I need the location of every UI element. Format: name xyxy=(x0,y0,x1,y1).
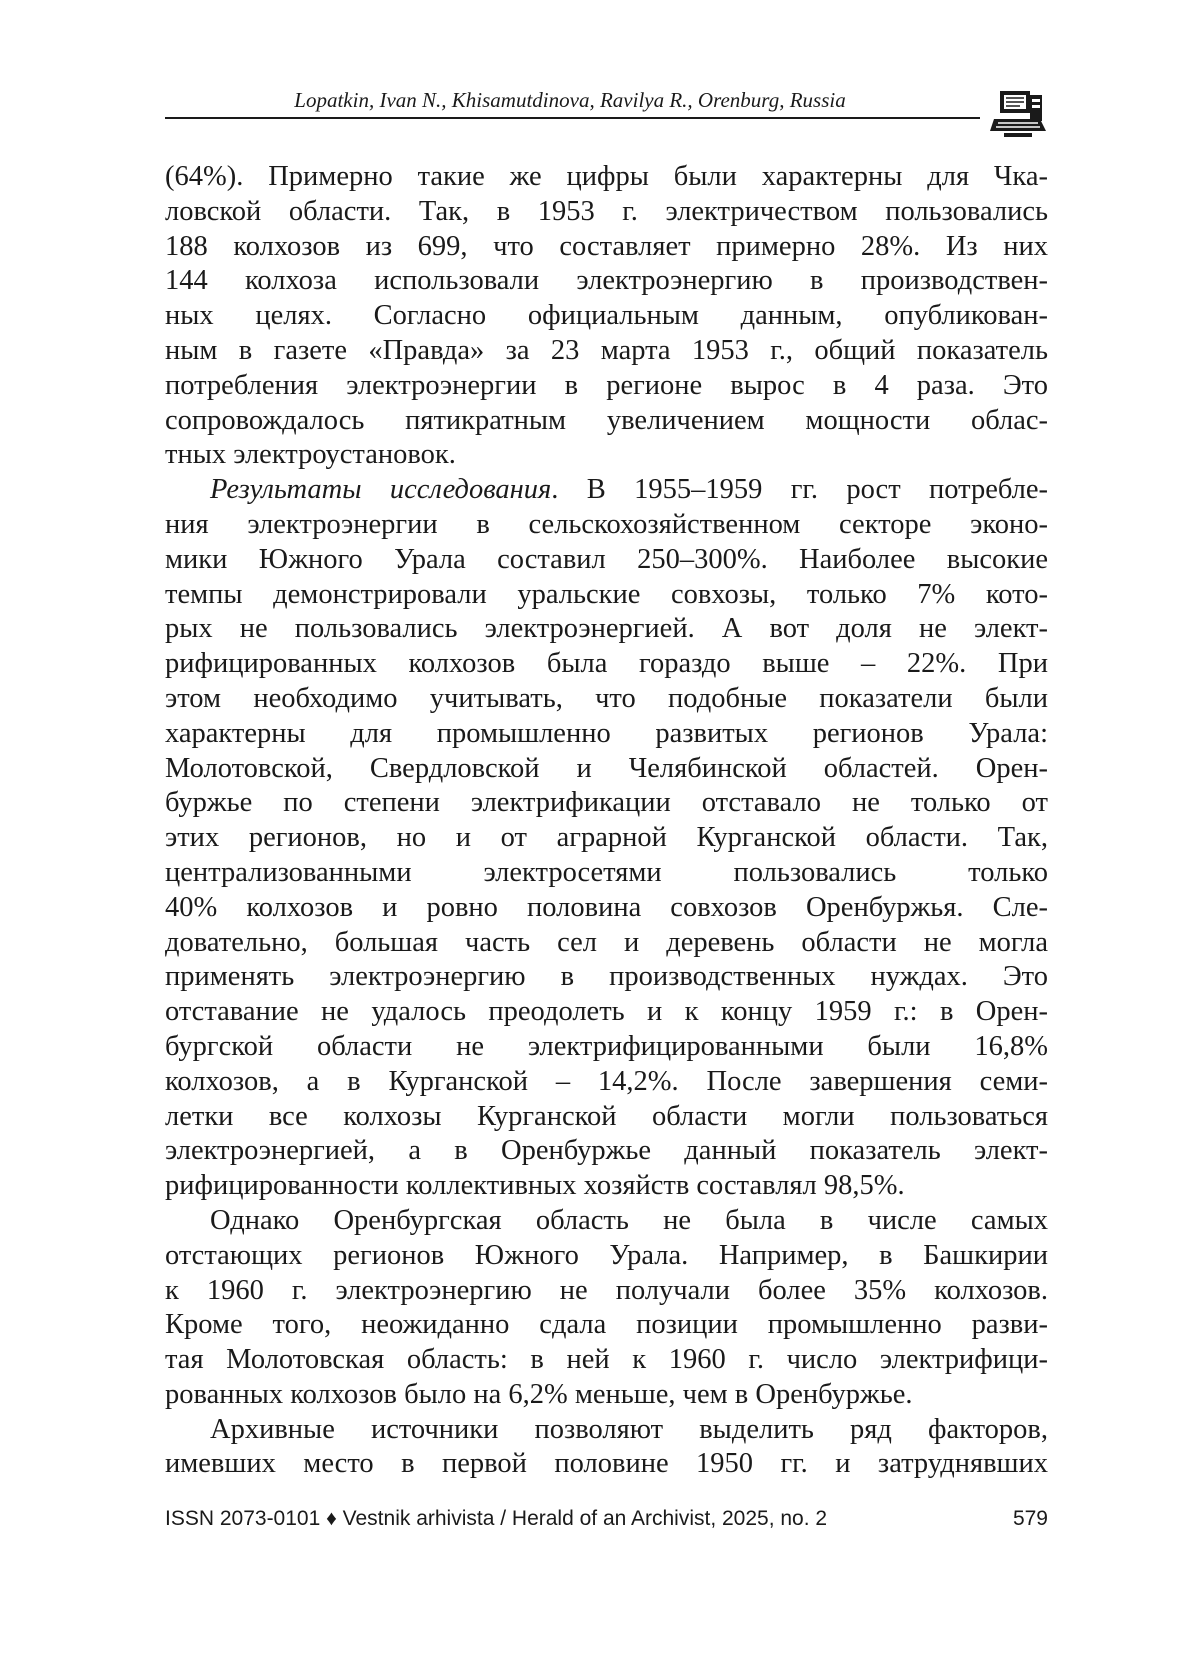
text-line: этих регионов, но и от аграрной Курганской области. Так, xyxy=(165,822,1048,854)
text-line: имевших место в первой половине 1950 гг. и затруднявших xyxy=(165,1448,1048,1480)
text-line: электроэнергией, а в Оренбуржье данный показатель элект- xyxy=(165,1135,1048,1167)
text-line: буржье по степени электрификации отставало не только от xyxy=(165,787,1048,819)
text-line: тных электроустановок. xyxy=(165,439,456,471)
text-line: Архивные источники позволяют выделить ряд факторов, xyxy=(210,1413,1048,1445)
running-title: Lopatkin, Ivan N., Khisamutdinova, Ravilya R., Orenburg, Russia xyxy=(294,88,846,112)
text-line: этом необходимо учитывать, что подобные показатели были xyxy=(165,682,1048,714)
page-footer xyxy=(165,1507,1048,1537)
text-line: тая Молотовская область: в ней к 1960 г. число электрифици- xyxy=(165,1344,1048,1376)
text-line: отставание не удалось преодолеть и к концу 1959 г.: в Орен- xyxy=(165,996,1048,1028)
text-line: ным в газете «Правда» за 23 марта 1953 г., общий показатель xyxy=(165,334,1048,366)
text-line: рых не пользовались электроэнергией. А вот доля не элект- xyxy=(165,613,1048,645)
text-line: характерны для промышленно развитых регионов Урала: xyxy=(165,717,1048,749)
text-line: колхозов, а в Курганской – 14,2%. После завершения семи- xyxy=(165,1065,1048,1097)
journal-info: ISSN 2073-0101 ♦ Vestnik arhivista / Herald of an Archivist, 2025, no. 2 xyxy=(165,1507,828,1530)
text-line: применять электроэнергию в производственных нуждах. Это xyxy=(165,961,1048,993)
text-line: довательно, большая часть сел и деревень области не могла xyxy=(165,926,1048,958)
section-heading-line xyxy=(165,473,1048,508)
text-line: мики Южного Урала составил 250–300%. Наиболее высокие xyxy=(165,543,1048,575)
text-line: 188 колхозов из 699, что составляет примерно 28%. Из них xyxy=(165,230,1048,262)
text-line: отстающих регионов Южного Урала. Например, в Башкирии xyxy=(165,1239,1048,1271)
page-number: 579 xyxy=(1012,1507,1048,1530)
text-line: бургской области не электрифицированными были 16,8% xyxy=(165,1030,1048,1062)
text-line: Кроме того, неожиданно сдала позиции промышленно разви- xyxy=(165,1309,1048,1341)
text-line: потребления электроэнергии в регионе вырос в 4 раза. Это xyxy=(165,369,1048,401)
text-line: летки все колхозы Курганской области могли пользоваться xyxy=(165,1100,1048,1132)
text-line: темпы демонстрировали уральские совхозы, только 7% кото- xyxy=(165,578,1048,610)
text-line: рифицированных колхозов была гораздо выше – 22%. При xyxy=(165,648,1048,680)
header-rule xyxy=(165,117,980,119)
text-line: ных целях. Согласно официальным данным, опубликован- xyxy=(165,300,1048,332)
section-heading: Результаты исследования xyxy=(210,474,552,506)
archive-computer-emblem-icon xyxy=(990,85,1048,143)
text-line: Однако Оренбургская область не была в числе самых xyxy=(210,1204,1048,1236)
text-line: (64%). Примерно такие же цифры были характерны для Чка- xyxy=(165,161,1048,192)
text-line: ния электроэнергии в сельскохозяйственном секторе эконо- xyxy=(165,508,1048,540)
text-line: сопровождалось пятикратным увеличением мощности облас- xyxy=(165,404,1048,436)
text-line: Молотовской, Свердловской и Челябинской областей. Орен- xyxy=(165,752,1048,784)
article-body xyxy=(165,160,1048,1482)
text-line: ловской области. Так, в 1953 г. электричеством пользовались xyxy=(165,195,1048,227)
text-line: централизованными электросетями пользовались только xyxy=(165,856,1048,888)
text-line: рованных колхозов было на 6,2% меньше, чем в Оренбуржье. xyxy=(165,1378,913,1410)
text-line: рифицированности коллективных хозяйств составлял 98,5%. xyxy=(165,1170,905,1202)
text-line: к 1960 г. электроэнергию не получали более 35% колхозов. xyxy=(165,1274,1048,1306)
text-line: 40% колхозов и ровно половина совхозов Оренбуржья. Сле- xyxy=(165,891,1048,923)
text-line: 144 колхоза использовали электроэнергию в производствен- xyxy=(165,265,1048,297)
text-line-rest: . В 1955–1959 гг. рост потребле- xyxy=(551,474,1048,506)
